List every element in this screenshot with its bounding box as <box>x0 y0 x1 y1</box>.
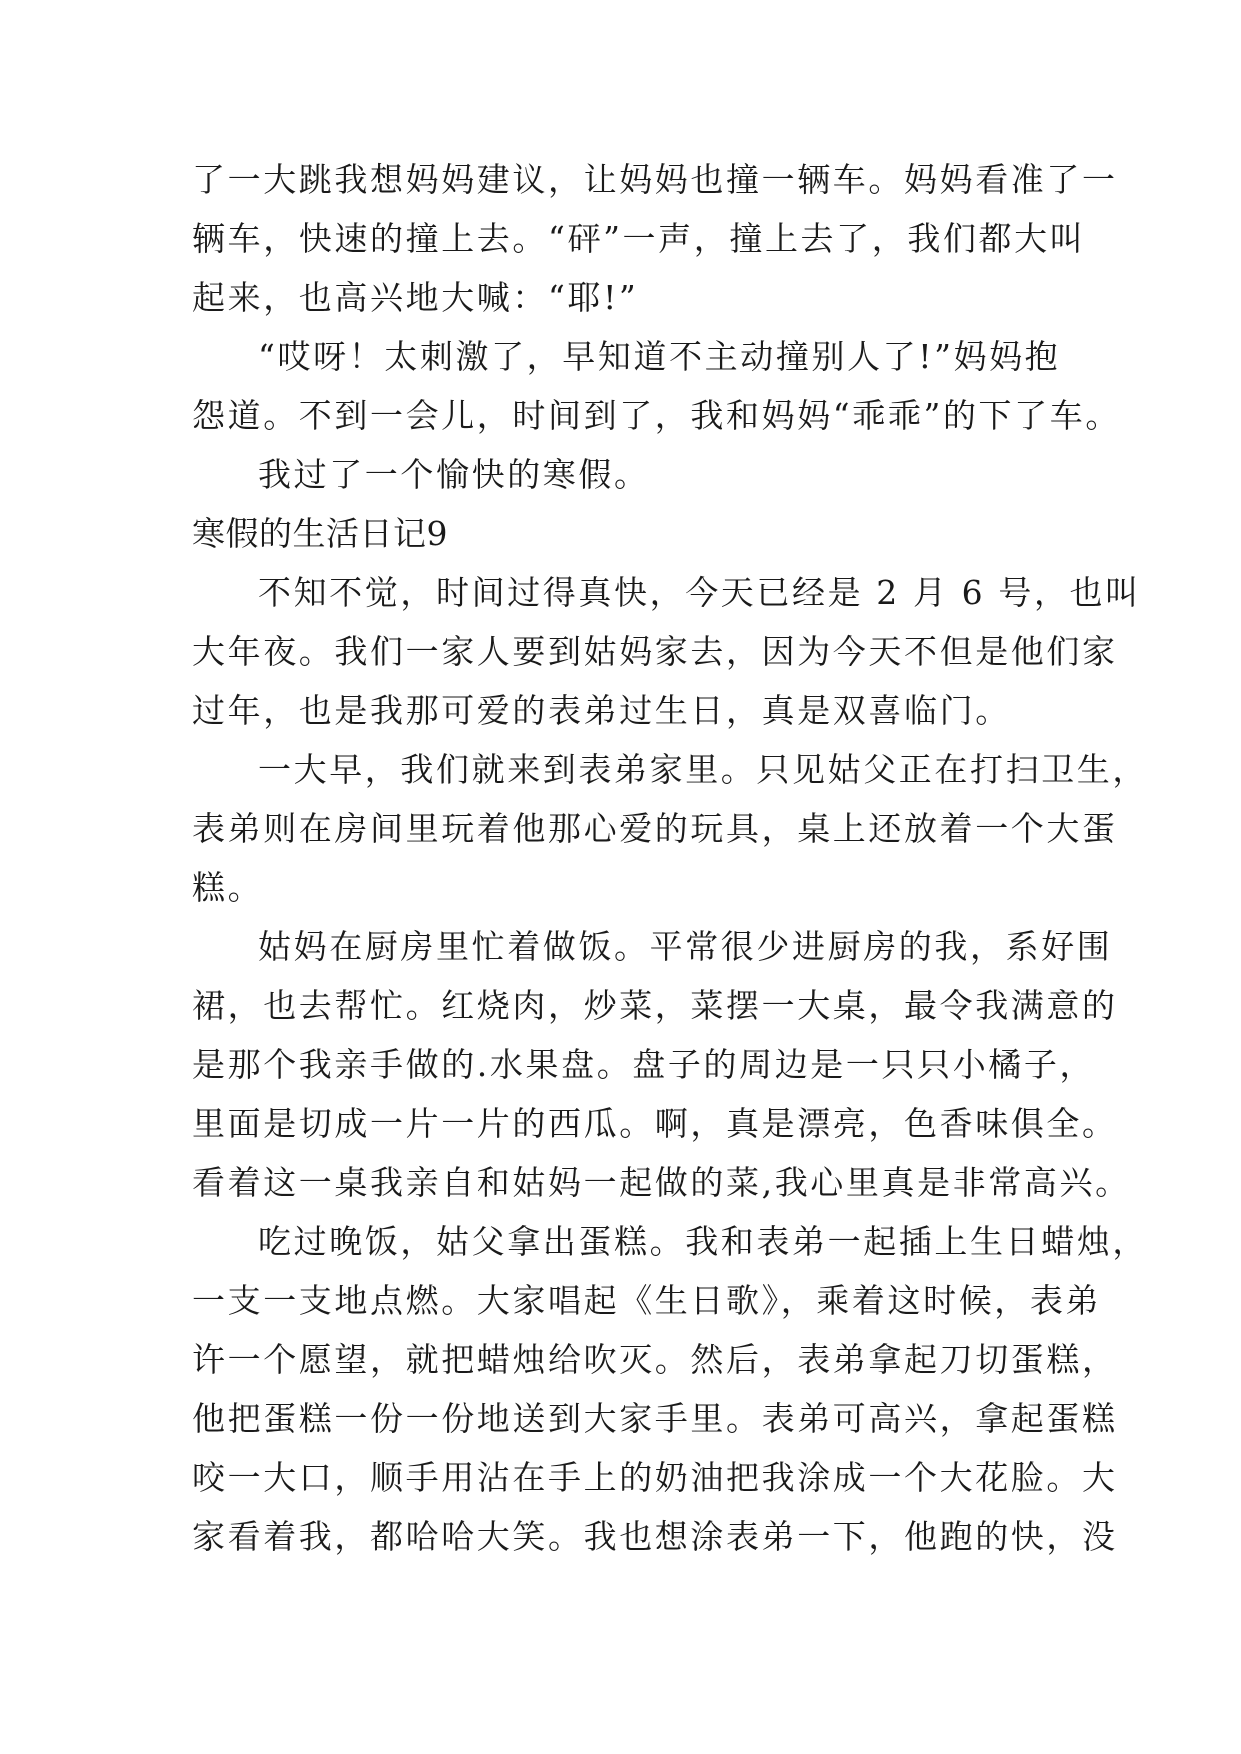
text-line: 糕。 <box>192 868 264 907</box>
paragraph-start: 我过了一个愉快的寒假。 <box>258 455 650 494</box>
text-line: 怨道。不到一会儿，时间到了，我和妈妈“乖乖”的下了车。 <box>192 396 1121 435</box>
text-line: 看着这一桌我亲自和姑妈一起做的菜,我心里真是非常高兴。 <box>192 1163 1131 1202</box>
text-line: 了一大跳我想妈妈建议，让妈妈也撞一辆车。妈妈看准了一 <box>192 160 1118 199</box>
document-body <box>192 150 1148 1566</box>
text-line: 是那个我亲手做的.水果盘。盘子的周边是一只只小橘子， <box>192 1045 1096 1084</box>
text-line: 起来，也高兴地大喊：“耶!” <box>192 278 639 317</box>
text-line: 家看着我，都哈哈大笑。我也想涂表弟一下，他跑的快，没 <box>192 1517 1118 1556</box>
paragraph-start: 不知不觉，时间过得真快，今天已经是 2 月 6 号，也叫 <box>258 573 1141 612</box>
text-line: 许一个愿望，就把蜡烛给吹灭。然后，表弟拿起刀切蛋糕， <box>192 1340 1118 1379</box>
paragraph-start: 一大早，我们就来到表弟家里。只见姑父正在打扫卫生， <box>258 750 1148 789</box>
text-line: 里面是切成一片一片的西瓜。啊，真是漂亮，色香味俱全。 <box>192 1104 1118 1143</box>
text-line: 他把蛋糕一份一份地送到大家手里。表弟可高兴，拿起蛋糕 <box>192 1399 1118 1438</box>
paragraph-start: “哎呀！太刺激了，早知道不主动撞别人了!”妈妈抱 <box>258 337 1061 376</box>
paragraph-start: 姑妈在厨房里忙着做饭。平常很少进厨房的我，系好围 <box>258 927 1113 966</box>
text-line: 大年夜。我们一家人要到姑妈家去，因为今天不但是他们家 <box>192 632 1118 671</box>
text-line: 过年，也是我那可爱的表弟过生日，真是双喜临门。 <box>192 691 1011 730</box>
section-heading: 寒假的生活日记9 <box>192 514 448 553</box>
text-line: 表弟则在房间里玩着他那心爱的玩具，桌上还放着一个大蛋 <box>192 809 1118 848</box>
text-line: 裙，也去帮忙。红烧肉，炒菜，菜摆一大桌，最令我满意的 <box>192 986 1118 1025</box>
text-line: 一支一支地点燃。大家唱起《生日歌》，乘着这时候，表弟 <box>192 1281 1102 1320</box>
paragraph-start: 吃过晚饭，姑父拿出蛋糕。我和表弟一起插上生日蜡烛， <box>258 1222 1148 1261</box>
text-line: 咬一大口，顺手用沾在手上的奶油把我涂成一个大花脸。大 <box>192 1458 1118 1497</box>
text-line: 辆车，快速的撞上去。“砰”一声，撞上去了，我们都大叫 <box>192 219 1086 258</box>
